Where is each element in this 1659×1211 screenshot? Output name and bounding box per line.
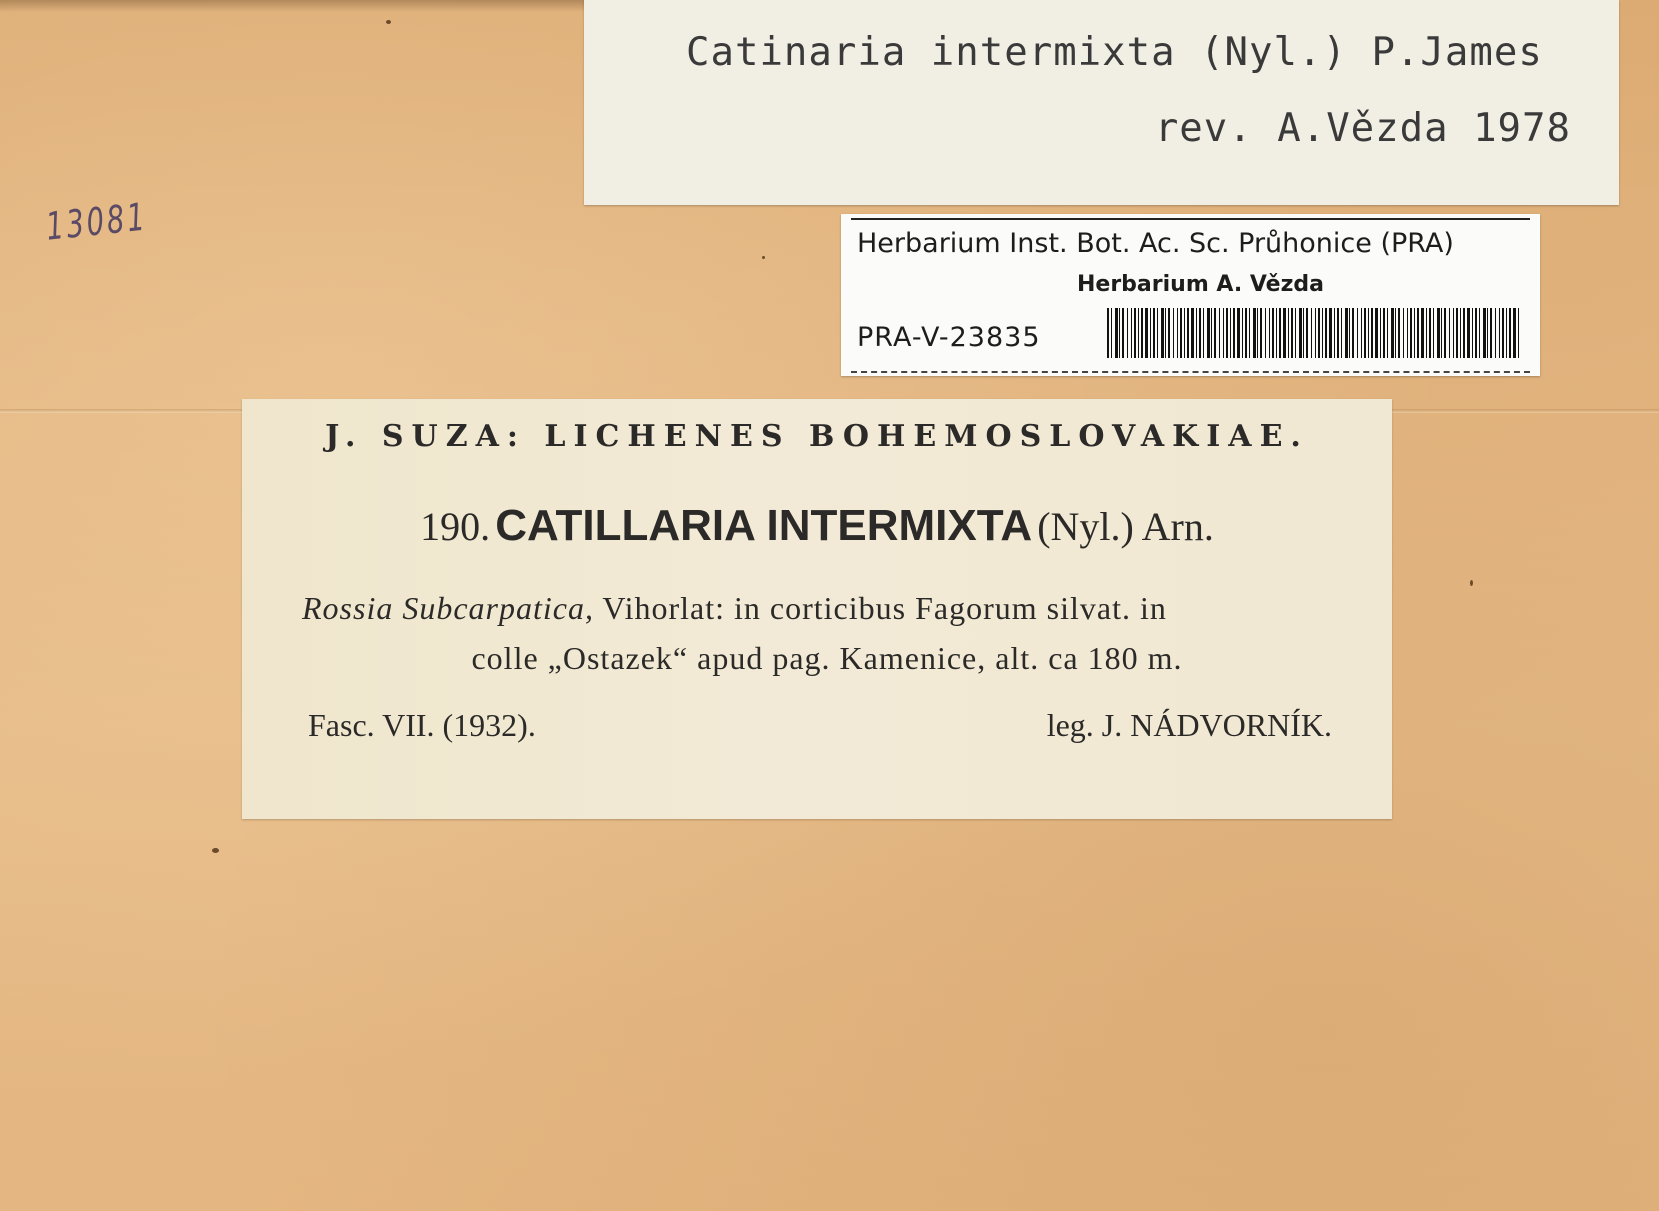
locality-line-2: colle „Ostazek“ apud pag. Kamenice, alt. ca 180 m. [471, 640, 1183, 676]
species-name: CATILLARIA INTERMIXTA [495, 501, 1033, 550]
species-authority: (Nyl.) Arn. [1037, 504, 1214, 549]
barcode-cut-line [851, 371, 1530, 373]
barcode-label-rule [851, 218, 1530, 220]
locality [302, 583, 1352, 683]
series-title: J. SUZA: LICHENES BOHEMOSLOVAKIAE. [325, 419, 1309, 454]
barcode [1107, 308, 1521, 358]
revision-determiner: rev. A.Vězda 1978 [1154, 106, 1571, 151]
barcode-label [841, 214, 1540, 376]
exsiccata-label [242, 399, 1392, 819]
handwritten-catalog-number: 13081 [44, 194, 150, 249]
revision-label [584, 0, 1619, 205]
paper-fleck [762, 256, 765, 259]
herbarium-collection: Herbarium A. Vězda [1076, 272, 1324, 297]
fascicle: Fasc. VII. (1932). [308, 707, 536, 743]
paper-fleck [1470, 580, 1473, 586]
envelope-top-shadow [0, 0, 600, 12]
locality-line-1 [302, 583, 1352, 633]
species-line [242, 501, 1392, 551]
collector: leg. J. NÁDVORNÍK. [1046, 707, 1332, 743]
herbarium-institution: Herbarium Inst. Bot. Ac. Sc. Průhonice (PRA) [857, 228, 1454, 259]
paper-fleck [212, 848, 219, 853]
paper-fleck [386, 20, 391, 24]
locality-region: Rossia Subcarpatica, [302, 590, 594, 626]
specimen-id: PRA-V-23835 [857, 322, 1041, 353]
revision-taxon: Catinaria intermixta (Nyl.) P.James [686, 30, 1543, 75]
locality-text-1: Vihorlat: in corticibus Fagorum silvat. in [602, 590, 1167, 626]
exsiccata-number: 190. [420, 504, 491, 549]
